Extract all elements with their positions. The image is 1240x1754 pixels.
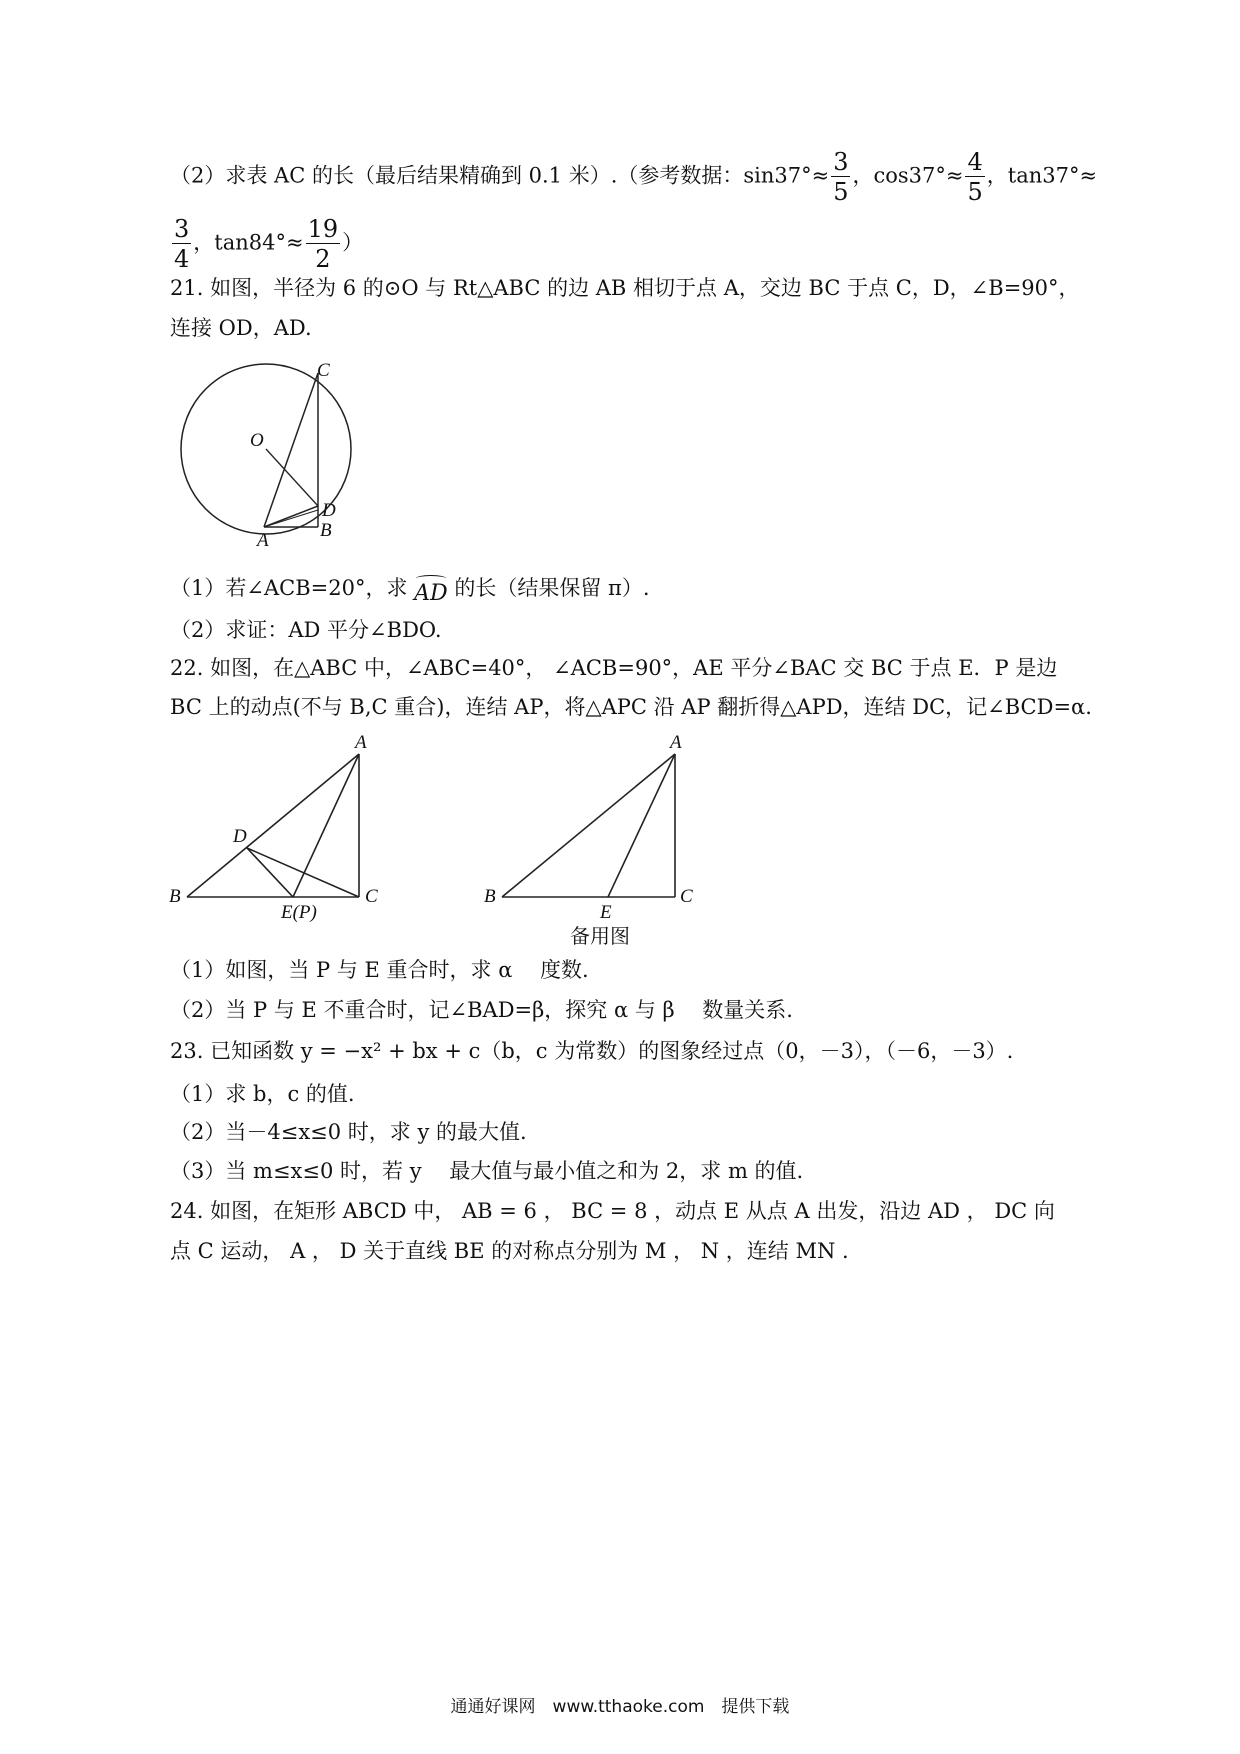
label-b: B	[320, 520, 332, 541]
q20-tan84-text: ，tan84°≈	[193, 230, 304, 255]
fraction-19-2: $\frac{19}{2}$	[307, 215, 339, 273]
label-c: C	[680, 886, 693, 907]
label-d: D	[322, 500, 336, 521]
segment-ae	[608, 754, 675, 897]
q20-part2-text: （2）求表 AC 的长（最后结果精确到 0.1 米）.（参考数据：sin37°≈	[170, 163, 830, 188]
page-footer: 通通好课网 www.tthaoke.com 提供下载	[450, 1697, 790, 1717]
label-ep: E(P)	[281, 902, 317, 923]
q22-stem-2: BC 上的动点(不与 B,C 重合)，连结 AP，将△APC 沿 AP 翻折得△APD，连结 DC，记∠BCD=α.	[170, 695, 1092, 719]
segment-ba	[502, 754, 675, 897]
q23-stem: 23. 已知函数 y = −x² + bx + c（b，c 为常数）的图象经过点（0，－3），（－6，－3）.	[170, 1039, 1014, 1063]
q22-figure-1	[165, 730, 395, 930]
label-d: D	[233, 826, 247, 847]
q22-part2: （2）当 P 与 E 不重合时，记∠BAD=β，探究 α 与 β 数量关系.	[170, 998, 793, 1022]
segment-ac	[264, 373, 318, 527]
segment-ad	[264, 506, 318, 527]
fraction-4-5: $\frac{4}{5}$	[967, 148, 983, 206]
q21-part1-text-b: 的长（结果保留 π）.	[454, 576, 650, 600]
label-e: E	[600, 902, 612, 923]
arc-ad-label: AD	[414, 579, 448, 609]
q24-stem-2: 点 C 运动， A ， D 关于直线 BE 的对称点分别为 M ， N ，连结 MN .	[170, 1239, 849, 1263]
q23-part3: （3）当 m≤x≤0 时，若 y 最大值与最小值之和为 2，求 m 的值.	[170, 1159, 804, 1183]
q20-part2-line-2	[170, 217, 363, 271]
label-a: A	[257, 530, 269, 550]
q24-stem-1: 24. 如图，在矩形 ABCD 中， AB = 6 ， BC = 8 ，动点 E 从点 A 出发，沿边 AD ， DC 向	[170, 1199, 1055, 1223]
q23-part2: （2）当－4≤x≤0 时，求 y 的最大值.	[170, 1120, 527, 1144]
q21-part1-line	[170, 573, 650, 604]
q21-part2: （2）求证：AD 平分∠BDO.	[170, 618, 442, 642]
label-b: B	[169, 886, 181, 907]
label-a: A	[355, 732, 367, 753]
q22-part1: （1）如图，当 P 与 E 重合时，求 α 度数.	[170, 958, 589, 982]
q20-end-text: ）	[342, 230, 364, 255]
q21-stem-2: 连接 OD，AD.	[170, 316, 312, 340]
segment-ae	[293, 754, 359, 897]
fraction-3-4: $\frac{3}{4}$	[174, 215, 190, 273]
segment-de	[247, 848, 293, 897]
q20-tan-text: ，tan37°≈	[986, 163, 1098, 188]
q21-circle-figure	[170, 360, 370, 550]
label-b: B	[484, 886, 496, 907]
segment-ad-2	[264, 510, 318, 527]
fraction-3-5: $\frac{3}{5}$	[833, 148, 849, 206]
q20-part2-line	[170, 150, 1097, 204]
q23-part1: （1）求 b，c 的值.	[170, 1082, 355, 1106]
segment-dc	[247, 848, 359, 897]
fig2-caption: 备用图	[570, 924, 630, 948]
label-c: C	[365, 886, 378, 907]
label-c: C	[317, 360, 330, 381]
q21-part1-text-a: （1）若∠ACB=20°，求	[170, 576, 408, 600]
q20-cos-text: ，cos37°≈	[852, 163, 964, 188]
q22-figure-2	[480, 730, 720, 930]
q21-stem-1: 21. 如图，半径为 6 的⊙O 与 Rt△ABC 的边 AB 相切于点 A，交边 BC 于点 C，D，∠B=90°，	[170, 276, 1080, 300]
q22-stem-1: 22. 如图，在△ABC 中，∠ABC=40°， ∠ACB=90°，AE 平分∠BAC 交 BC 于点 E．P 是边	[170, 656, 1058, 680]
label-o: O	[250, 430, 264, 451]
label-a: A	[670, 732, 682, 753]
